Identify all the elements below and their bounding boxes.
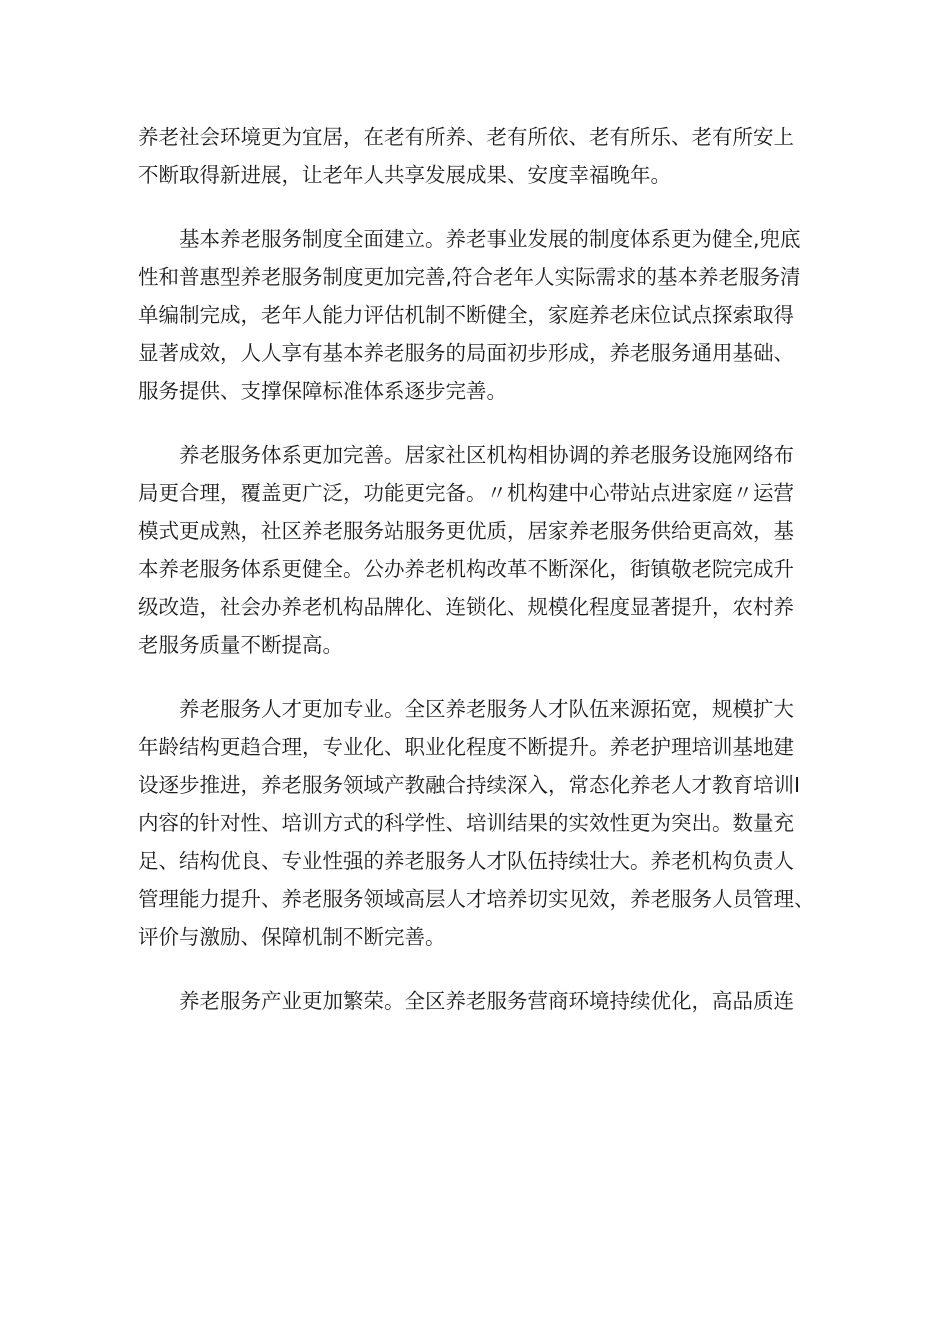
text-line: 评价与激励、保障机制不断完善。 (138, 925, 446, 949)
text-line: 年龄结构更趋合理，专业化、职业化程度不断提升。养老护理培训基地建 (138, 735, 794, 759)
text-line: 服务提供、支撑保障标准体系逐步完善。 (138, 379, 507, 403)
text-line: 级改造，社会办养老机构品牌化、连锁化、规模化程度显著提升，农村养 (138, 595, 794, 619)
text-line: 本养老服务体系更健全。公办养老机构改革不断深化，街镇敬老院完成升 (138, 557, 794, 581)
paragraph-service-system (138, 436, 838, 664)
document-body (138, 118, 838, 1046)
text-line: 老服务质量不断提高。 (138, 633, 343, 657)
text-line: 管理能力提升、养老服务领域高层人才培养切实见效，养老服务人员管理、 (138, 887, 815, 911)
text-line: 养老服务体系更加完善。居家社区机构相协调的养老服务设施网络布 (179, 443, 794, 467)
text-line: 养老服务人才更加专业。全区养老服务人才队伍来源拓宽，规模扩大 (179, 697, 794, 721)
text-line: 不断取得新进展，让老年人共享发展成果、安度幸福晚年。 (138, 163, 671, 187)
paragraph-basic-elderly-care-system (138, 220, 838, 410)
text-line: 基本养老服务制度全面建立。养老事业发展的制度体系更为健全,兜底 (179, 227, 801, 251)
text-line: 养老社会环境更为宜居，在老有所养、老有所依、老有所乐、老有所安上 (138, 125, 794, 149)
text-line: 局更合理，覆盖更广泛，功能更完备。〃机构建中心带站点进家庭〃运营 (138, 481, 794, 505)
paragraph-continued-text (138, 118, 838, 194)
text-line: 模式更成熟，社区养老服务站服务更优质，居家养老服务供给更高效，基 (138, 519, 794, 543)
text-line: 足、结构优良、专业性强的养老服务人才队伍持续壮大。养老机构负责人 (138, 849, 794, 873)
text-line: 内容的针对性、培训方式的科学性、培训结果的实效性更为突出。数量充 (138, 811, 794, 835)
text-line: 性和普惠型养老服务制度更加完善,符合老年人实际需求的基本养老服务清 (138, 265, 801, 289)
paragraph-service-industry (138, 982, 838, 1020)
text-line: 养老服务产业更加繁荣。全区养老服务营商环境持续优化，高品质连 (179, 989, 794, 1013)
text-line: 显著成效，人人享有基本养老服务的局面初步形成，养老服务通用基础、 (138, 341, 794, 365)
text-line: 单编制完成，老年人能力评估机制不断健全，家庭养老床位试点探索取得 (138, 303, 794, 327)
paragraph-service-talent (138, 690, 838, 956)
text-line: 设逐步推进，养老服务领域产教融合持续深入，常态化养老人才教育培训I (138, 773, 801, 797)
